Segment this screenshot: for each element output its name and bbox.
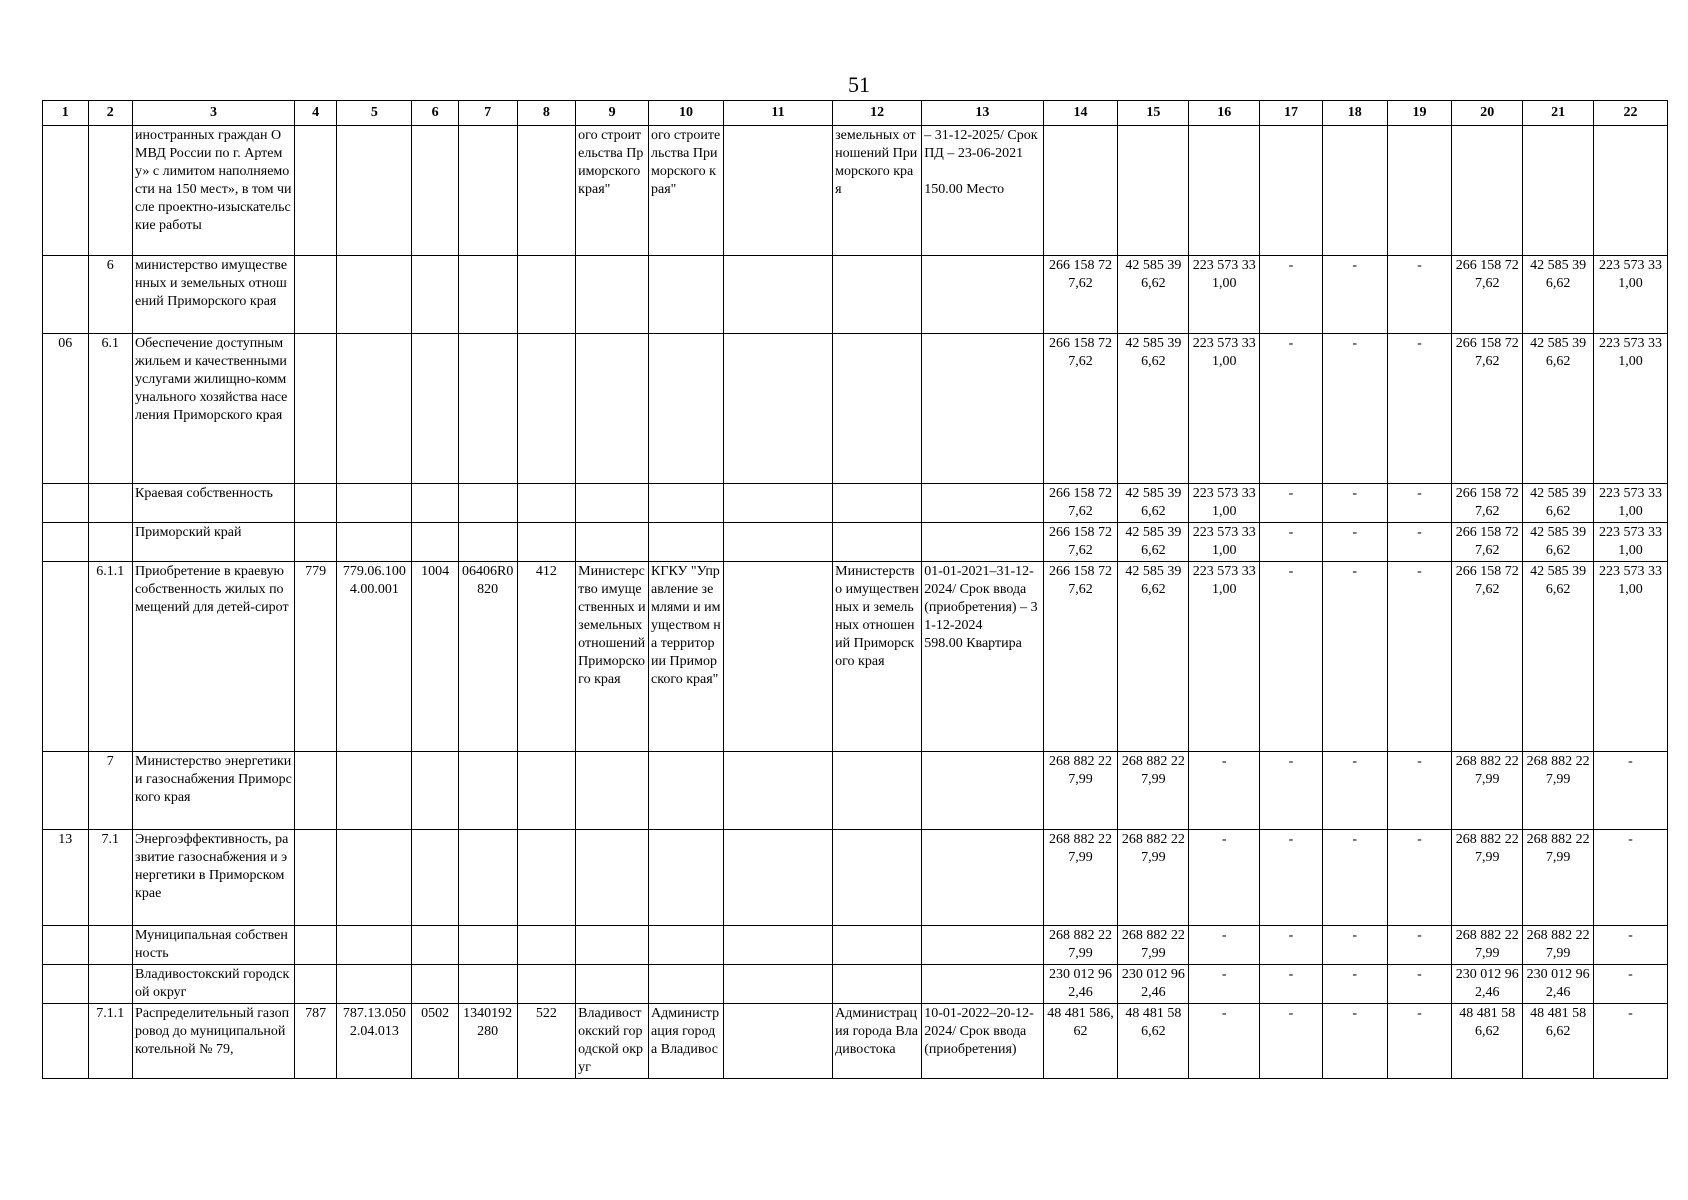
table-cell-col-5 bbox=[337, 256, 412, 334]
table-cell-col-11 bbox=[723, 256, 832, 334]
table-cell-col-13 bbox=[922, 334, 1043, 484]
table-row bbox=[43, 830, 1668, 926]
table-cell-col-20: 230 012 962,46 bbox=[1452, 965, 1523, 1004]
column-header-6: 6 bbox=[412, 101, 459, 126]
table-cell-col-15: 268 882 227,99 bbox=[1118, 830, 1189, 926]
table-cell-col-13 bbox=[922, 523, 1043, 562]
table-cell-col-18: - bbox=[1322, 1004, 1387, 1079]
table-cell-col-15: 42 585 396,62 bbox=[1118, 562, 1189, 752]
table-cell-col-15: 42 585 396,62 bbox=[1118, 256, 1189, 334]
table-cell-col-20: 266 158 727,62 bbox=[1452, 562, 1523, 752]
table-cell-col-19: - bbox=[1387, 334, 1452, 484]
table-cell-col-16: - bbox=[1189, 965, 1260, 1004]
table-row bbox=[43, 334, 1668, 484]
table-cell-col-1 bbox=[43, 926, 89, 965]
column-header-4: 4 bbox=[294, 101, 336, 126]
table-cell-col-12: земельных отношений Приморского края bbox=[833, 126, 922, 256]
table-cell-col-19 bbox=[1387, 126, 1452, 256]
table-row bbox=[43, 484, 1668, 523]
table-cell-col-1 bbox=[43, 752, 89, 830]
table-cell-col-4: 779 bbox=[294, 562, 336, 752]
table-cell-col-2 bbox=[88, 965, 133, 1004]
table-cell-col-2 bbox=[88, 926, 133, 965]
table-cell-col-12 bbox=[833, 926, 922, 965]
table-cell-col-17: - bbox=[1260, 1004, 1323, 1079]
table-cell-col-18: - bbox=[1322, 562, 1387, 752]
table-cell-col-22: - bbox=[1594, 965, 1668, 1004]
table-cell-col-14: 48 481 586,62 bbox=[1043, 1004, 1118, 1079]
table-cell-col-16: - bbox=[1189, 752, 1260, 830]
column-header-18: 18 bbox=[1322, 101, 1387, 126]
table-cell-col-12 bbox=[833, 965, 922, 1004]
table-cell-col-10 bbox=[649, 484, 724, 523]
table-cell-col-21: 268 882 227,99 bbox=[1523, 752, 1594, 830]
table-cell-col-14: 266 158 727,62 bbox=[1043, 523, 1118, 562]
table-cell-col-16: - bbox=[1189, 1004, 1260, 1079]
table-cell-col-8 bbox=[517, 523, 576, 562]
table-cell-col-4 bbox=[294, 965, 336, 1004]
table-cell-col-17: - bbox=[1260, 523, 1323, 562]
table-cell-col-2 bbox=[88, 484, 133, 523]
column-header-14: 14 bbox=[1043, 101, 1118, 126]
table-cell-col-20: 266 158 727,62 bbox=[1452, 484, 1523, 523]
table-cell-col-19: - bbox=[1387, 256, 1452, 334]
table-row bbox=[43, 752, 1668, 830]
table-cell-col-8 bbox=[517, 752, 576, 830]
table-cell-col-17: - bbox=[1260, 752, 1323, 830]
table-row bbox=[43, 126, 1668, 256]
table-cell-col-12: Администрация города Владивостока bbox=[833, 1004, 922, 1079]
table-cell-col-7 bbox=[458, 965, 517, 1004]
table-cell-col-11 bbox=[723, 965, 832, 1004]
table-cell-col-11 bbox=[723, 1004, 832, 1079]
table-cell-col-22: 223 573 331,00 bbox=[1594, 562, 1668, 752]
table-cell-col-17: - bbox=[1260, 926, 1323, 965]
table-cell-col-10: Администрация города Владивос bbox=[649, 1004, 724, 1079]
column-header-7: 7 bbox=[458, 101, 517, 126]
table-cell-col-6 bbox=[412, 484, 459, 523]
table-cell-col-3: Краевая собственность bbox=[133, 484, 295, 523]
table-cell-col-7 bbox=[458, 523, 517, 562]
table-cell-col-20: 268 882 227,99 bbox=[1452, 830, 1523, 926]
table-cell-col-14: 266 158 727,62 bbox=[1043, 256, 1118, 334]
table-cell-col-3: Энергоэффективность, развитие газоснабжения и энергетики в Приморском крае bbox=[133, 830, 295, 926]
table-cell-col-18: - bbox=[1322, 523, 1387, 562]
table-cell-col-9 bbox=[576, 484, 649, 523]
column-header-15: 15 bbox=[1118, 101, 1189, 126]
table-cell-col-22: - bbox=[1594, 1004, 1668, 1079]
table-cell-col-13 bbox=[922, 484, 1043, 523]
table-cell-col-2: 6.1.1 bbox=[88, 562, 133, 752]
table-row bbox=[43, 256, 1668, 334]
table-cell-col-3: Обеспечение доступным жильем и качественными услугами жилищно-коммунального хозяйства населения Приморского края bbox=[133, 334, 295, 484]
table-cell-col-6 bbox=[412, 752, 459, 830]
table-cell-col-13 bbox=[922, 926, 1043, 965]
table-cell-col-9: Министерство имущественных и земельных отношений Приморского края bbox=[576, 562, 649, 752]
table-cell-col-22: 223 573 331,00 bbox=[1594, 256, 1668, 334]
table-cell-col-6 bbox=[412, 830, 459, 926]
table-cell-col-6 bbox=[412, 926, 459, 965]
table-cell-col-8 bbox=[517, 926, 576, 965]
table-row bbox=[43, 965, 1668, 1004]
table-cell-col-11 bbox=[723, 752, 832, 830]
table-cell-col-1 bbox=[43, 484, 89, 523]
table-cell-col-13 bbox=[922, 830, 1043, 926]
table-cell-col-10 bbox=[649, 926, 724, 965]
header-row bbox=[43, 101, 1668, 126]
table-cell-col-13: – 31-12-2025/ Срок ПД – 23-06-2021 150.00 Место bbox=[922, 126, 1043, 256]
table-cell-col-21: 230 012 962,46 bbox=[1523, 965, 1594, 1004]
table-cell-col-11 bbox=[723, 334, 832, 484]
table-cell-col-21: 42 585 396,62 bbox=[1523, 334, 1594, 484]
table-cell-col-22: 223 573 331,00 bbox=[1594, 484, 1668, 523]
table-cell-col-15: 268 882 227,99 bbox=[1118, 752, 1189, 830]
table-cell-col-5: 779.06.1004.00.001 bbox=[337, 562, 412, 752]
table-cell-col-20: 48 481 586,62 bbox=[1452, 1004, 1523, 1079]
table-cell-col-3: Министерство энергетики и газоснабжения Приморского края bbox=[133, 752, 295, 830]
table-row bbox=[43, 562, 1668, 752]
table-cell-col-14: 268 882 227,99 bbox=[1043, 752, 1118, 830]
table-cell-col-9 bbox=[576, 965, 649, 1004]
table-cell-col-7: 06406R0820 bbox=[458, 562, 517, 752]
table-cell-col-13 bbox=[922, 752, 1043, 830]
table-cell-col-22: - bbox=[1594, 926, 1668, 965]
table-cell-col-12 bbox=[833, 256, 922, 334]
table-cell-col-21 bbox=[1523, 126, 1594, 256]
table-cell-col-13: 01-01-2021–31-12-2024/ Срок ввода (приобретения) – 31-12-2024 598.00 Квартира bbox=[922, 562, 1043, 752]
column-header-19: 19 bbox=[1387, 101, 1452, 126]
table-cell-col-1 bbox=[43, 1004, 89, 1079]
table-cell-col-5 bbox=[337, 926, 412, 965]
table-cell-col-1 bbox=[43, 562, 89, 752]
table-cell-col-3: Владивостокский городской округ bbox=[133, 965, 295, 1004]
table-cell-col-9 bbox=[576, 926, 649, 965]
table-cell-col-18: - bbox=[1322, 256, 1387, 334]
table-cell-col-13 bbox=[922, 965, 1043, 1004]
table-cell-col-5 bbox=[337, 126, 412, 256]
column-header-13: 13 bbox=[922, 101, 1043, 126]
table-cell-col-6: 0502 bbox=[412, 1004, 459, 1079]
table-cell-col-19: - bbox=[1387, 562, 1452, 752]
table-cell-col-18: - bbox=[1322, 965, 1387, 1004]
column-header-12: 12 bbox=[833, 101, 922, 126]
table-cell-col-21: 268 882 227,99 bbox=[1523, 926, 1594, 965]
table-cell-col-3: Приобретение в краевую собственность жилых помещений для детей-сирот bbox=[133, 562, 295, 752]
table-cell-col-8 bbox=[517, 126, 576, 256]
table-cell-col-21: 42 585 396,62 bbox=[1523, 562, 1594, 752]
table-cell-col-6 bbox=[412, 126, 459, 256]
table-cell-col-20: 266 158 727,62 bbox=[1452, 523, 1523, 562]
table-cell-col-16: 223 573 331,00 bbox=[1189, 562, 1260, 752]
table-cell-col-12 bbox=[833, 523, 922, 562]
table-cell-col-6 bbox=[412, 256, 459, 334]
table-cell-col-20 bbox=[1452, 126, 1523, 256]
table-cell-col-19: - bbox=[1387, 752, 1452, 830]
table-cell-col-10 bbox=[649, 334, 724, 484]
table-cell-col-4 bbox=[294, 334, 336, 484]
table-cell-col-14: 230 012 962,46 bbox=[1043, 965, 1118, 1004]
table-cell-col-15: 42 585 396,62 bbox=[1118, 523, 1189, 562]
table-cell-col-1: 06 bbox=[43, 334, 89, 484]
table-cell-col-16 bbox=[1189, 126, 1260, 256]
table-cell-col-9 bbox=[576, 256, 649, 334]
table-cell-col-6 bbox=[412, 334, 459, 484]
table-cell-col-1 bbox=[43, 256, 89, 334]
table-cell-col-7: 1340192280 bbox=[458, 1004, 517, 1079]
table-cell-col-6 bbox=[412, 523, 459, 562]
table-cell-col-14: 268 882 227,99 bbox=[1043, 926, 1118, 965]
table-cell-col-20: 266 158 727,62 bbox=[1452, 334, 1523, 484]
table-cell-col-17: - bbox=[1260, 484, 1323, 523]
table-cell-col-15: 48 481 586,62 bbox=[1118, 1004, 1189, 1079]
table-cell-col-16: 223 573 331,00 bbox=[1189, 484, 1260, 523]
table-cell-col-18 bbox=[1322, 126, 1387, 256]
column-header-22: 22 bbox=[1594, 101, 1668, 126]
table-cell-col-8: 522 bbox=[517, 1004, 576, 1079]
table-cell-col-10 bbox=[649, 523, 724, 562]
table-cell-col-19: - bbox=[1387, 926, 1452, 965]
table-cell-col-10: КГКУ "Управление землями и имуществом на территории Приморского края" bbox=[649, 562, 724, 752]
table-cell-col-3: Распределительный газопровод до муниципальной котельной № 79, bbox=[133, 1004, 295, 1079]
table-cell-col-4 bbox=[294, 926, 336, 965]
table-cell-col-20: 268 882 227,99 bbox=[1452, 926, 1523, 965]
table-cell-col-8 bbox=[517, 830, 576, 926]
table-cell-col-3: Приморский край bbox=[133, 523, 295, 562]
column-header-2: 2 bbox=[88, 101, 133, 126]
table-cell-col-16: 223 573 331,00 bbox=[1189, 523, 1260, 562]
table-cell-col-22: 223 573 331,00 bbox=[1594, 523, 1668, 562]
table-cell-col-3: Муниципальная собственность bbox=[133, 926, 295, 965]
page-number: 51 bbox=[848, 72, 870, 97]
column-header-8: 8 bbox=[517, 101, 576, 126]
table-cell-col-13: 10-01-2022–20-12-2024/ Срок ввода (приобретения) bbox=[922, 1004, 1043, 1079]
table-cell-col-17: - bbox=[1260, 256, 1323, 334]
table-cell-col-9 bbox=[576, 830, 649, 926]
table-cell-col-7 bbox=[458, 256, 517, 334]
table-cell-col-18: - bbox=[1322, 830, 1387, 926]
table-cell-col-11 bbox=[723, 484, 832, 523]
table-cell-col-7 bbox=[458, 752, 517, 830]
table-cell-col-19: - bbox=[1387, 830, 1452, 926]
table-cell-col-10 bbox=[649, 752, 724, 830]
table-cell-col-1 bbox=[43, 523, 89, 562]
table-cell-col-2: 6.1 bbox=[88, 334, 133, 484]
table-cell-col-1 bbox=[43, 965, 89, 1004]
table-cell-col-4 bbox=[294, 484, 336, 523]
table-cell-col-21: 48 481 586,62 bbox=[1523, 1004, 1594, 1079]
table-cell-col-18: - bbox=[1322, 752, 1387, 830]
table-cell-col-10 bbox=[649, 965, 724, 1004]
table-cell-col-21: 268 882 227,99 bbox=[1523, 830, 1594, 926]
table-cell-col-5 bbox=[337, 752, 412, 830]
column-header-1: 1 bbox=[43, 101, 89, 126]
table-cell-col-14 bbox=[1043, 126, 1118, 256]
table-cell-col-7 bbox=[458, 126, 517, 256]
table-cell-col-15: 42 585 396,62 bbox=[1118, 334, 1189, 484]
table-cell-col-2: 7.1 bbox=[88, 830, 133, 926]
table-cell-col-5 bbox=[337, 830, 412, 926]
table-row bbox=[43, 523, 1668, 562]
table-cell-col-8: 412 bbox=[517, 562, 576, 752]
table-cell-col-16: - bbox=[1189, 926, 1260, 965]
table-cell-col-16: 223 573 331,00 bbox=[1189, 334, 1260, 484]
table-cell-col-22: - bbox=[1594, 830, 1668, 926]
table-cell-col-8 bbox=[517, 484, 576, 523]
table-cell-col-9 bbox=[576, 523, 649, 562]
table-cell-col-21: 42 585 396,62 bbox=[1523, 484, 1594, 523]
table-cell-col-18: - bbox=[1322, 926, 1387, 965]
table-cell-col-11 bbox=[723, 830, 832, 926]
table-cell-col-21: 42 585 396,62 bbox=[1523, 256, 1594, 334]
table-cell-col-19: - bbox=[1387, 1004, 1452, 1079]
table-cell-col-11 bbox=[723, 926, 832, 965]
table-cell-col-1: 13 bbox=[43, 830, 89, 926]
column-header-10: 10 bbox=[649, 101, 724, 126]
table-cell-col-14: 266 158 727,62 bbox=[1043, 562, 1118, 752]
table-cell-col-8 bbox=[517, 965, 576, 1004]
table-cell-col-5 bbox=[337, 965, 412, 1004]
table-cell-col-21: 42 585 396,62 bbox=[1523, 523, 1594, 562]
table-cell-col-2: 6 bbox=[88, 256, 133, 334]
column-header-11: 11 bbox=[723, 101, 832, 126]
column-header-3: 3 bbox=[133, 101, 295, 126]
table-cell-col-19: - bbox=[1387, 523, 1452, 562]
table-cell-col-12 bbox=[833, 334, 922, 484]
table-cell-col-18: - bbox=[1322, 334, 1387, 484]
table-cell-col-15: 230 012 962,46 bbox=[1118, 965, 1189, 1004]
column-header-5: 5 bbox=[337, 101, 412, 126]
table-cell-col-9 bbox=[576, 334, 649, 484]
table-cell-col-11 bbox=[723, 523, 832, 562]
table-cell-col-5: 787.13.0502.04.013 bbox=[337, 1004, 412, 1079]
table-cell-col-4 bbox=[294, 830, 336, 926]
column-header-9: 9 bbox=[576, 101, 649, 126]
table-cell-col-8 bbox=[517, 334, 576, 484]
table-cell-col-18: - bbox=[1322, 484, 1387, 523]
table-cell-col-4 bbox=[294, 523, 336, 562]
table-cell-col-5 bbox=[337, 484, 412, 523]
table-cell-col-20: 266 158 727,62 bbox=[1452, 256, 1523, 334]
table-cell-col-12: Министерство имущественных и земельных отношений Приморского края bbox=[833, 562, 922, 752]
table-cell-col-17 bbox=[1260, 126, 1323, 256]
budget-table bbox=[42, 100, 1668, 1079]
table-cell-col-6: 1004 bbox=[412, 562, 459, 752]
table-cell-col-11 bbox=[723, 126, 832, 256]
table-row bbox=[43, 926, 1668, 965]
table-cell-col-9: Владивостокский городской округ bbox=[576, 1004, 649, 1079]
table-cell-col-12 bbox=[833, 752, 922, 830]
table-cell-col-7 bbox=[458, 484, 517, 523]
table-cell-col-6 bbox=[412, 965, 459, 1004]
table-cell-col-19: - bbox=[1387, 965, 1452, 1004]
table-cell-col-3: иностранных граждан ОМВД России по г. Артему» с лимитом наполняемости на 150 мест», в том числе проектно-изыскательские работы bbox=[133, 126, 295, 256]
table-cell-col-4 bbox=[294, 256, 336, 334]
table-cell-col-17: - bbox=[1260, 334, 1323, 484]
table-row bbox=[43, 1004, 1668, 1079]
table-cell-col-2 bbox=[88, 126, 133, 256]
table-cell-col-22: 223 573 331,00 bbox=[1594, 334, 1668, 484]
table-cell-col-14: 266 158 727,62 bbox=[1043, 484, 1118, 523]
table-cell-col-10 bbox=[649, 256, 724, 334]
table-cell-col-2: 7 bbox=[88, 752, 133, 830]
table-cell-col-2 bbox=[88, 523, 133, 562]
table-cell-col-8 bbox=[517, 256, 576, 334]
table-cell-col-4: 787 bbox=[294, 1004, 336, 1079]
table-cell-col-17: - bbox=[1260, 830, 1323, 926]
table-cell-col-9: ого строительства Приморского края" bbox=[576, 126, 649, 256]
column-header-16: 16 bbox=[1189, 101, 1260, 126]
table-cell-col-3: министерство имущественных и земельных отношений Приморского края bbox=[133, 256, 295, 334]
table-cell-col-17: - bbox=[1260, 965, 1323, 1004]
table-cell-col-7 bbox=[458, 334, 517, 484]
table-cell-col-4 bbox=[294, 752, 336, 830]
table-cell-col-15 bbox=[1118, 126, 1189, 256]
table-cell-col-2: 7.1.1 bbox=[88, 1004, 133, 1079]
table-cell-col-15: 42 585 396,62 bbox=[1118, 484, 1189, 523]
table-cell-col-10 bbox=[649, 830, 724, 926]
table-cell-col-7 bbox=[458, 830, 517, 926]
table-cell-col-17: - bbox=[1260, 562, 1323, 752]
table-cell-col-16: - bbox=[1189, 830, 1260, 926]
column-header-21: 21 bbox=[1523, 101, 1594, 126]
table-cell-col-11 bbox=[723, 562, 832, 752]
table-cell-col-14: 268 882 227,99 bbox=[1043, 830, 1118, 926]
table-cell-col-16: 223 573 331,00 bbox=[1189, 256, 1260, 334]
table-cell-col-4 bbox=[294, 126, 336, 256]
table-body bbox=[43, 126, 1668, 1079]
column-header-17: 17 bbox=[1260, 101, 1323, 126]
table-cell-col-22: - bbox=[1594, 752, 1668, 830]
table-cell-col-19: - bbox=[1387, 484, 1452, 523]
table-cell-col-5 bbox=[337, 334, 412, 484]
table-cell-col-20: 268 882 227,99 bbox=[1452, 752, 1523, 830]
table-cell-col-9 bbox=[576, 752, 649, 830]
table-cell-col-5 bbox=[337, 523, 412, 562]
table-cell-col-12 bbox=[833, 484, 922, 523]
column-header-20: 20 bbox=[1452, 101, 1523, 126]
table-cell-col-22 bbox=[1594, 126, 1668, 256]
table-cell-col-1 bbox=[43, 126, 89, 256]
table-cell-col-14: 266 158 727,62 bbox=[1043, 334, 1118, 484]
table-cell-col-15: 268 882 227,99 bbox=[1118, 926, 1189, 965]
table-cell-col-7 bbox=[458, 926, 517, 965]
table-cell-col-12 bbox=[833, 830, 922, 926]
table-cell-col-10: ого строительства Приморского края" bbox=[649, 126, 724, 256]
table-cell-col-13 bbox=[922, 256, 1043, 334]
